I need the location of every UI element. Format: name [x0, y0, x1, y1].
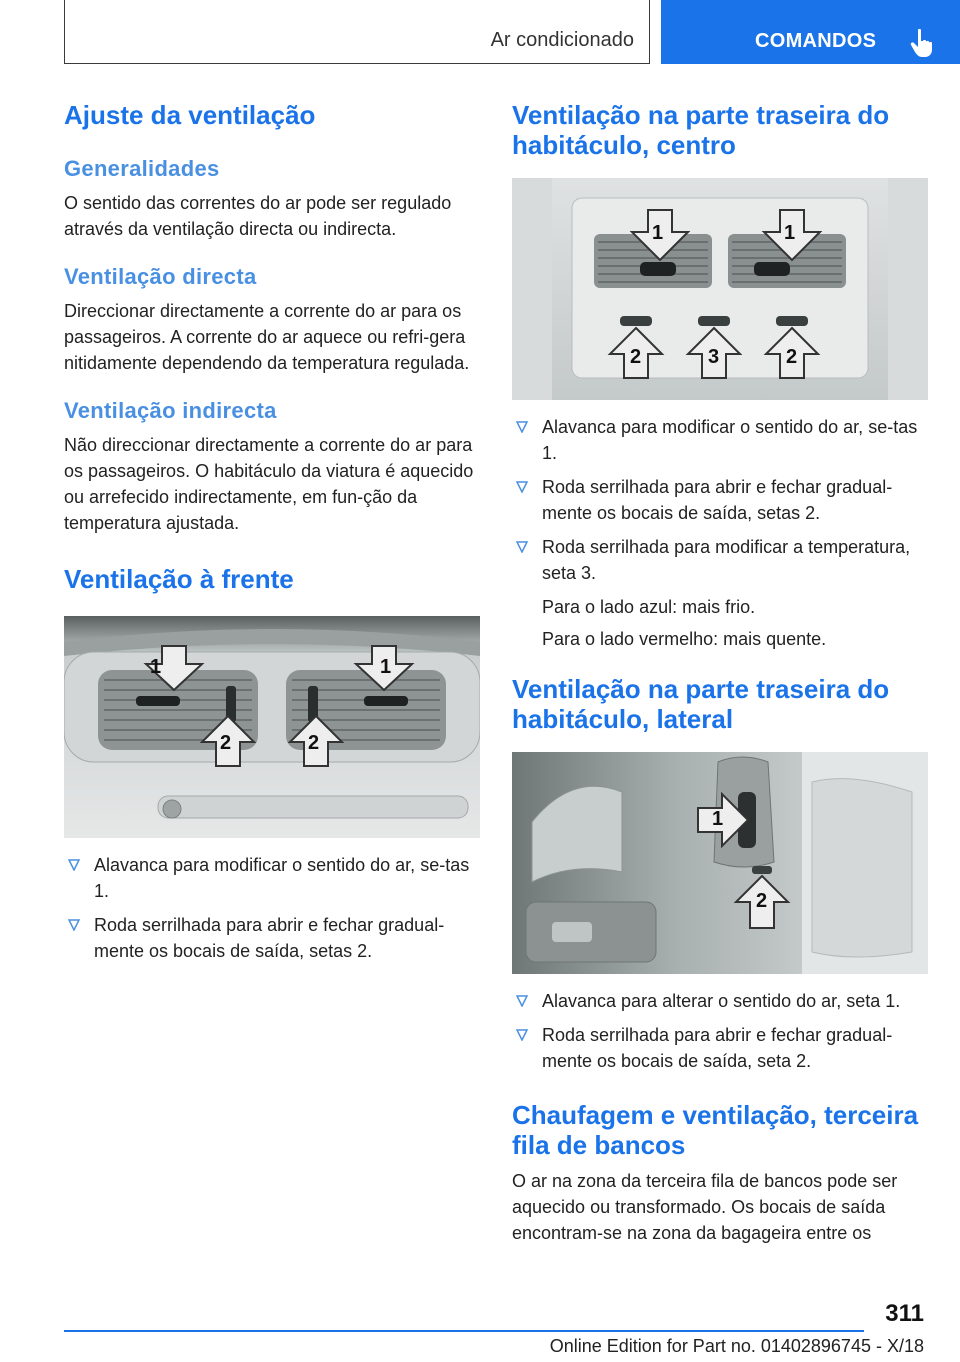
list-item: Roda serrilhada para modificar a temperatura, seta 3. [512, 534, 928, 586]
text-generalidades: O sentido das correntes do ar pode ser regulado através da ventilação directa ou indirecta. [64, 193, 452, 239]
center-arrow-label-2b: 2 [786, 346, 798, 368]
triangle-bullet-icon [68, 859, 80, 871]
center-arrow-label-3: 3 [708, 346, 720, 368]
text-ventilacao-directa: Direccionar directamente a corrente do ar para os passageiros. A corrente do ar aquece ou refri-gera nitidamente dependendo da temperatura regulada. [64, 301, 470, 373]
heading-ventilacao-directa: Ventilação directa [64, 264, 257, 289]
right-column [512, 100, 928, 1246]
list-item: Roda serrilhada para abrir e fechar gradual-mente os bocais de saída, setas 2. [64, 912, 480, 964]
hand-pointer-icon [909, 28, 937, 58]
front-arrow-label-1a: 1 [150, 656, 162, 678]
triangle-bullet-icon [516, 481, 528, 493]
side-bullet-list [512, 988, 928, 1074]
figure-rear-center-vents [512, 178, 928, 400]
section-title-ajuste: Ajuste da ventilação [64, 100, 316, 130]
list-item: Roda serrilhada para abrir e fechar gradual-mente os bocais de saída, setas 2. [512, 474, 928, 526]
figure-rear-side-vent [512, 752, 928, 974]
rear-side-vent-illustration [512, 752, 928, 974]
section-title-frente: Ventilação à frente [64, 564, 294, 594]
list-item: Roda serrilhada para abrir e fechar gradual-mente os bocais de saída, seta 2. [512, 1022, 928, 1074]
triangle-bullet-icon [516, 1029, 528, 1041]
text-ventilacao-indirecta: Não direccionar directamente a corrente do ar para os passageiros. O habitáculo da viatura é aquecido ou arrefecido indirectamente, em fun-ção da temperatura ajustada. [64, 435, 474, 533]
section-title-traseira-lateral: Ventilação na parte traseira do habitáculo, lateral [512, 674, 890, 734]
footer-edition: Online Edition for Part no. 01402896745 - X/18 [549, 1336, 924, 1356]
front-arrow-label-2b: 2 [308, 732, 320, 754]
center-arrow-label-2a: 2 [630, 346, 642, 368]
list-item: Alavanca para modificar o sentido do ar, se-tas 1. [64, 852, 480, 904]
side-arrow-label-1: 1 [712, 808, 724, 830]
triangle-bullet-icon [516, 421, 528, 433]
center-arrow-label-1a: 1 [652, 222, 664, 244]
footer-divider [64, 1330, 864, 1332]
list-item: Alavanca para modificar o sentido do ar, se-tas 1. [512, 414, 928, 466]
header-section-title: Ar condicionado [490, 29, 634, 51]
sub-text-red: Para o lado vermelho: mais quente. [542, 629, 827, 649]
heading-generalidades: Generalidades [64, 156, 220, 181]
triangle-bullet-icon [516, 995, 528, 1007]
triangle-bullet-icon [68, 919, 80, 931]
header-chapter-tab[interactable] [661, 0, 960, 64]
sub-text-blue: Para o lado azul: mais frio. [542, 597, 756, 617]
figure-front-vents [64, 616, 480, 838]
front-vents-illustration [64, 616, 480, 838]
header-chapter-label: COMANDOS [755, 30, 877, 52]
front-arrow-label-2a: 2 [220, 732, 232, 754]
page-number: 311 [885, 1300, 924, 1327]
rear-center-vents-illustration [512, 178, 928, 400]
center-arrow-label-1b: 1 [784, 222, 796, 244]
left-column [64, 100, 480, 972]
section-title-traseira-centro: Ventilação na parte traseira do habitáculo, centro [512, 100, 890, 160]
front-arrow-label-1b: 1 [380, 656, 392, 678]
center-bullet-list [512, 414, 928, 586]
side-arrow-label-2: 2 [756, 890, 768, 912]
section-title-terceira-fila: Chaufagem e ventilação, terceira fila de bancos [512, 1100, 919, 1160]
text-terceira-fila: O ar na zona da terceira fila de bancos pode ser aquecido ou transformado. Os bocais de saída encontram-se na zona da bagageira entre os [512, 1171, 898, 1243]
list-item: Alavanca para alterar o sentido do ar, seta 1. [512, 988, 928, 1014]
triangle-bullet-icon [516, 541, 528, 553]
heading-ventilacao-indirecta: Ventilação indirecta [64, 398, 277, 423]
front-bullet-list [64, 852, 480, 964]
